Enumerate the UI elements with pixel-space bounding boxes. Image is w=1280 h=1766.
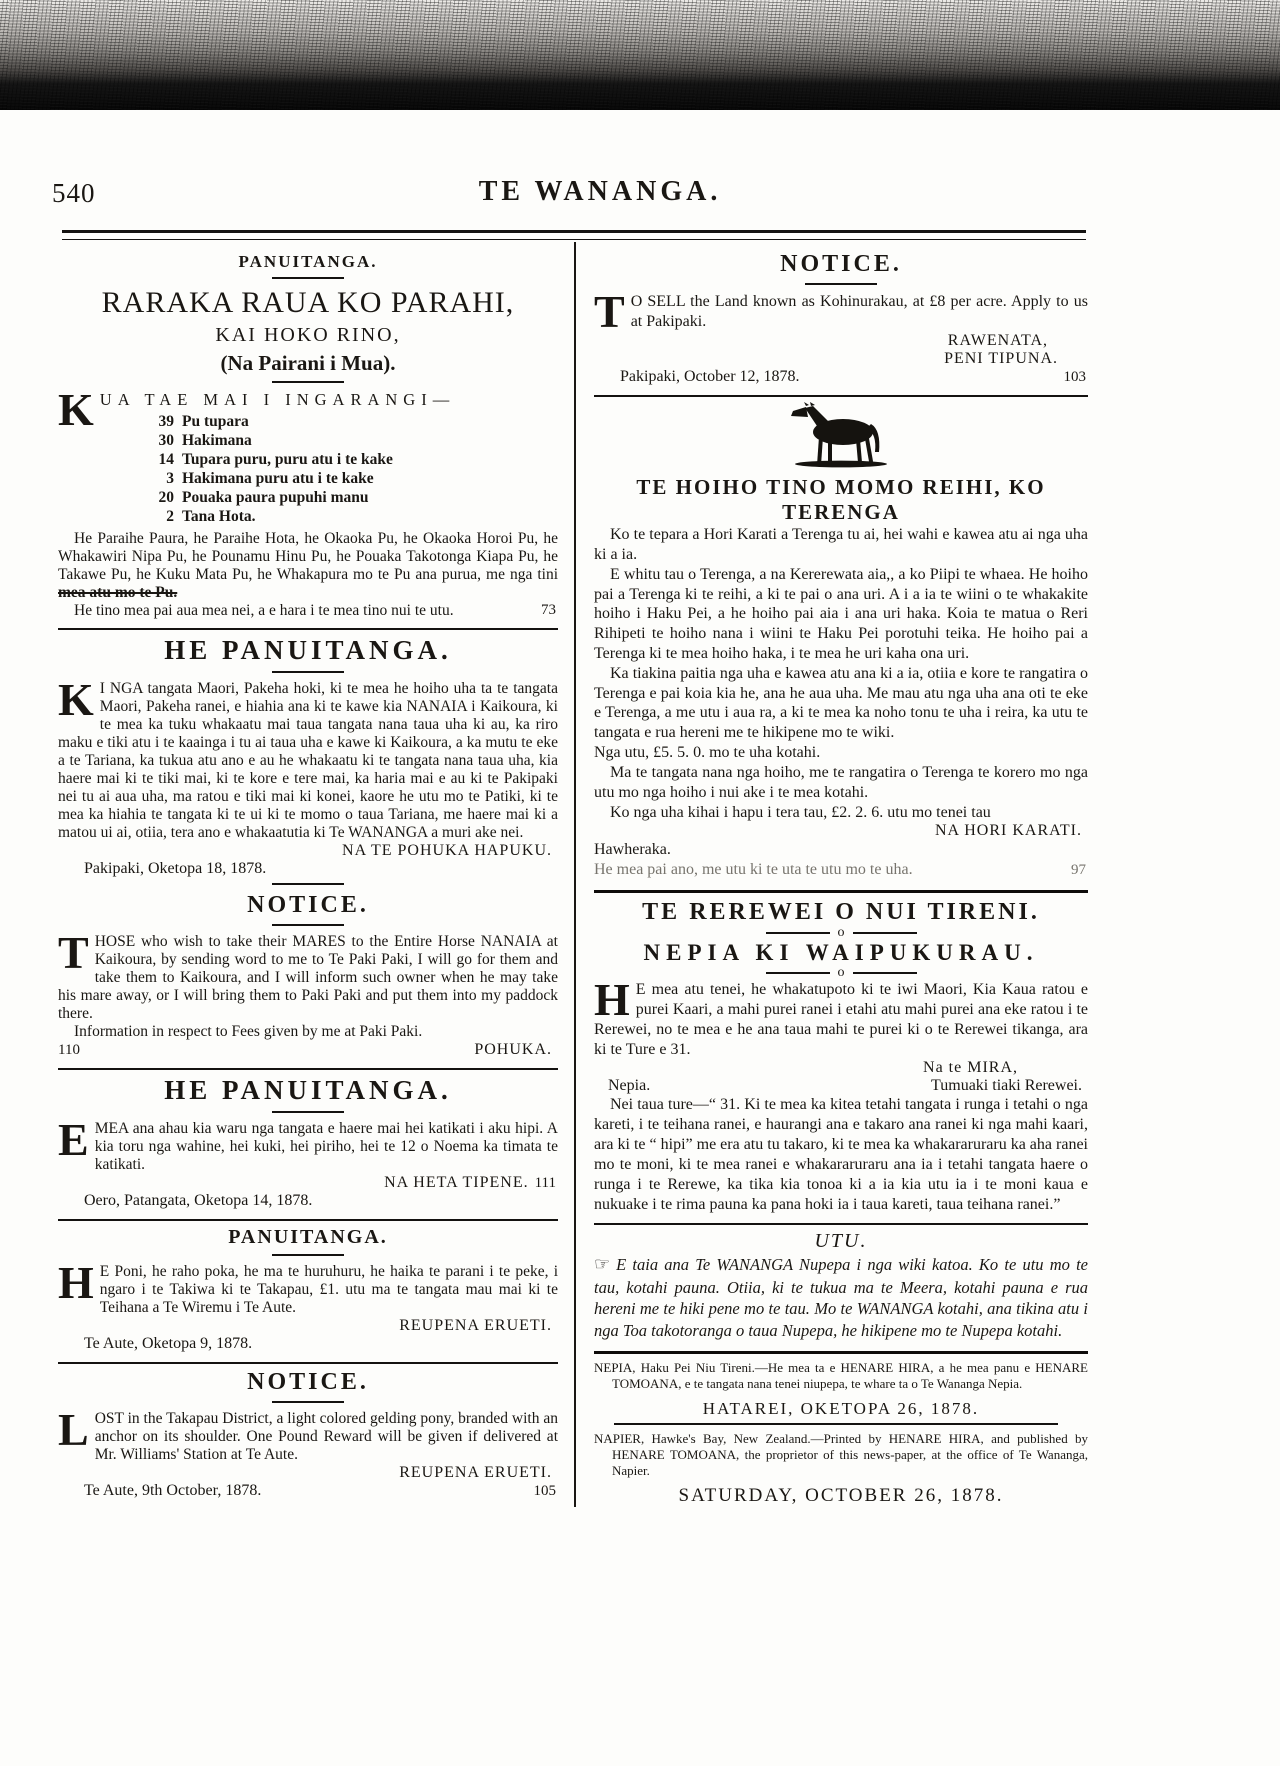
ad-heading: TE HOIHO TINO MOMO REIHI, KO TERENGA bbox=[636, 474, 1046, 524]
imprint-maori: NEPIA, Haku Pei Niu Tireni.—He mea ta e HENARE HIRA, a he mea panu e HENARE TOMOANA, e te tangata nana tenei niupepa, te whare ta o Te Wananga Nepia. bbox=[594, 1360, 1088, 1392]
list-item: 39 Pu tupara bbox=[158, 412, 249, 430]
railway-notice bbox=[594, 899, 1088, 1214]
ad-raraka bbox=[58, 252, 558, 619]
divider bbox=[272, 883, 344, 885]
drop-cap: T bbox=[58, 926, 89, 978]
ad-title: RARAKA RAUA KO PARAHI, bbox=[101, 286, 515, 319]
divider bbox=[272, 1401, 344, 1403]
divider bbox=[272, 924, 344, 926]
section-rule bbox=[594, 1351, 1088, 1354]
list-item: 14 Tupara puru, puru atu i te kake bbox=[158, 450, 393, 468]
dateline: Pakipaki, October 12, 1878. bbox=[620, 367, 800, 385]
dateline: Te Aute, Oketopa 9, 1878. bbox=[84, 1334, 253, 1352]
drop-cap: K bbox=[58, 384, 94, 435]
reference-number: 97 bbox=[1071, 862, 1086, 879]
section-heading: NOTICE. bbox=[780, 251, 902, 277]
dateline: Pakipaki, Oketopa 18, 1878. bbox=[84, 859, 267, 877]
opening-line: KUA TAE MAI I INGARANGI— bbox=[58, 384, 456, 435]
struck-text: mea atu mo te Pu. bbox=[58, 584, 178, 602]
reference-number: 105 bbox=[533, 1482, 556, 1499]
notice-lost-pony bbox=[58, 1369, 558, 1500]
ad-paragraph: Ko te tepara a Hori Karati a Terenga tu ai, hei wahi e kawea atu ai nga uha ki a ia. bbox=[594, 526, 1088, 563]
reference-signature-row bbox=[58, 1041, 558, 1059]
left-column bbox=[52, 242, 574, 1507]
ad-nanaia-maori bbox=[58, 635, 558, 878]
dateline: Oero, Patangata, Oketopa 14, 1878. bbox=[84, 1191, 313, 1209]
utu-paragraph: ☞ E taia ana Te WANANGA Nupepa i nga wiki katoa. Ko te utu mo te tau, kotahi pauna. Otiia, ki te tukua ma te Meera, kotahi pauna e rua hereni me te hiki pene mo te tau. Mo te WANANGA kotahi, ana tikina atu i nga Toa takotoranga o taua Nupepa, he hikipene mo te Nupepa kotahi. bbox=[594, 1254, 1088, 1340]
signature: Na te MIRA, bbox=[923, 1059, 1018, 1077]
ad-lost-pony-maori bbox=[58, 1226, 558, 1353]
ad-shearing bbox=[58, 1075, 558, 1210]
faint-row bbox=[594, 860, 1088, 880]
divider bbox=[272, 381, 344, 383]
fee-line: Nga utu, £5. 5. 0. mo te uha kotahi. bbox=[594, 744, 821, 762]
signature-row bbox=[58, 1174, 558, 1192]
signature: RAWENATA, bbox=[947, 331, 1048, 349]
section-rule bbox=[594, 1223, 1088, 1225]
ad-stallion-terenga bbox=[594, 402, 1088, 880]
fees-line: Information in respect to Fees given by me at Paki Paki. bbox=[74, 1022, 423, 1040]
list-item: 20 Pouaka paura pupuhi manu bbox=[158, 488, 369, 506]
dateline: Te Aute, 9th October, 1878. bbox=[84, 1481, 262, 1499]
masthead-title: TE WANANGA. bbox=[478, 176, 722, 207]
divider bbox=[805, 283, 877, 285]
horse-engraving bbox=[594, 402, 1088, 473]
reference-number: 103 bbox=[1063, 368, 1086, 385]
ad-paragraph: Ka tiakina paitia nga uha e kawea atu ana ki a ia, otiia e kore te rangatira o Terenga e pai koia kia he, ana he aua uha. Me mau atu nga uha ana oti te eke e Terenga, a me utu i aua ra, a ki te mea ka noho tonu te uha i reira, ka utu te tangata e rua hereni me te hikipene mo te wiki. bbox=[594, 664, 1088, 742]
section-heading: HE PANUITANGA. bbox=[164, 635, 452, 666]
railway-heading: TE REREWEI O NUI TIRENI. bbox=[642, 899, 1040, 926]
faint-line: He mea pai ano, me utu ki te uta te utu mo te uha. bbox=[594, 861, 913, 879]
divider bbox=[272, 277, 344, 279]
section-heading: PANUITANGA. bbox=[228, 1225, 388, 1248]
section-heading: HE PANUITANGA. bbox=[164, 1074, 452, 1105]
section-rule bbox=[58, 1219, 558, 1221]
signature: POHUKA. bbox=[474, 1040, 552, 1058]
ad-paragraph: Ma te tangata nana nga hoiho, me te rangatira o Terenga te korero mo nga utu mo nga hoiho i nui ake i te mea kotahi. bbox=[594, 763, 1088, 801]
drop-cap: H bbox=[594, 974, 630, 1026]
notice-land-sale bbox=[594, 251, 1088, 386]
reference-number: 110 bbox=[58, 1041, 80, 1058]
drop-cap: K bbox=[58, 674, 94, 726]
section-rule bbox=[58, 628, 558, 630]
ad-paragraph: He Paraihe Paura, he Paraihe Hota, he Okaoka Pu, he Okaoka Horoi Pu, he Whakawiri Nipa Pu, he Pounamu Hinu Pu, he Pouaka Takotonga Kiapa Pu, he Takawe Pu, he Kuku Mata Pu, he Whakapura mo te Pu ana purua, me nga tini mea atu mo te Pu. bbox=[58, 530, 558, 602]
list-item: 3 Hakimana puru atu i te kake bbox=[166, 469, 374, 487]
drop-cap: E bbox=[58, 1113, 89, 1165]
section-rule bbox=[58, 1068, 558, 1070]
ad-byline: (Na Pairani i Mua). bbox=[220, 351, 396, 375]
list-item: 30 Hakimana bbox=[158, 431, 252, 449]
section-rule bbox=[594, 890, 1088, 893]
subscription-rates bbox=[594, 1230, 1088, 1341]
railway-subheading: NEPIA KI WAIPUKURAU. bbox=[643, 940, 1039, 966]
utu-heading: UTU. bbox=[814, 1230, 868, 1253]
ad-paragraph: He tino mea pai aua mea nei, a e hara i te mea tino nui te utu. bbox=[74, 602, 454, 620]
imprint-block bbox=[594, 1360, 1088, 1507]
reference-number: 111 bbox=[534, 1174, 556, 1191]
signature: PENI TIPUNA. bbox=[944, 349, 1058, 367]
section-rule bbox=[58, 1362, 558, 1364]
notice-paragraph: T O SELL the Land known as Kohinurakau, at £8 per acre. Apply to us at Pakipaki. bbox=[594, 286, 1088, 337]
ad-paragraph: H E Poni, he raho poka, he ma te huruhuru, he haika te parani i te peke, i ngaro i te Takiwa ki te Takapau, £1. utu ma te tangata mau mai ki te Teihana a Te Wiremu i Te Aute. bbox=[58, 1256, 558, 1316]
signature-title: Tumuaki tiaki Rerewei. bbox=[931, 1077, 1082, 1095]
ad-paragraph: K I NGA tangata Maori, Pakeha hoki, ki te mea he hoiho uha ta te tangata Maori, Pakeha ranei, e hiahia ana ki te kawe kia NANAIA i Kaikoura, ki te mea ka tuku whakaatu mai taua tangata nana taua uha ki au, ka riro maku e tiki atu i te kaainga i tu ai taua uha e kawe ki Kaikoura, a ka mutu te eke a te Tariana, ka tukua atu ano e au he whakaatu ki te tangata nana taua uha, kia haere mai ki te tiki mai, ki te kore e tere mai, ka haria mai e au ki te Pakipaki nei tu ai aua uha, ma ratou e tiki mai ki konei, kaore he utu mo te Patiki, ki te mea ka hiahia te tangata ki te ui ki te momo o taua Tariana, me haere mai ki a matou ui ai, otiia, tera ano e whakaatutia ki Te WANANGA a muri ake nei. bbox=[58, 674, 558, 841]
signature-row bbox=[594, 1077, 1088, 1095]
section-rule bbox=[594, 395, 1088, 397]
signature-place: Nepia. bbox=[608, 1077, 651, 1095]
signature: REUPENA ERUETI. bbox=[399, 1463, 552, 1481]
notice-paragraph: THOSE who wish to take their MARES to the Entire Horse NANAIA at Kaikoura, by sending word to me to Te Paki Paki, I will go for them and take them to Kaikoura, and I will inform such owner when he may take his mare away, or I will bring them to Paki Paki and put them into my paddock there. bbox=[58, 926, 558, 1022]
law-paragraph: Nei taua ture—“ 31. Ki te mea ka kitea tetahi tangata i runga i tetahi o nga kareti, i te teihana ranei, e haurangi ana e takaro ana ranei ki nga mahi kaari, ara ki te “ hipi” me era atu tu takaro, ki te mea ka whakararuraru ka aha ranei mo te moni, ki te mea ranei e whakararuraru ana ia i tetahi tangata haere o runga i te Rerewe, ka tika kia tonoa ki a ia kia utu ia i te moni kaua e nukuake i te rima pauna ka pana hoki ia i taua kareti, taua teihana ranei.” bbox=[594, 1096, 1088, 1213]
drop-cap: H bbox=[58, 1256, 94, 1308]
goods-list bbox=[144, 413, 558, 526]
right-column bbox=[574, 242, 1092, 1507]
divider bbox=[272, 1254, 344, 1256]
ornament: o bbox=[594, 968, 1088, 978]
signature: REUPENA ERUETI. bbox=[399, 1316, 552, 1334]
ad-paragraph: Ko nga uha kihai i hapu i tera tau, £2. 2. 6. utu mo tenei tau bbox=[610, 803, 991, 821]
imprint-date-english: SATURDAY, OCTOBER 26, 1878. bbox=[678, 1485, 1004, 1507]
page-number: 540 bbox=[52, 178, 96, 208]
signature: NA TE POHUKA HAPUKU. bbox=[342, 841, 552, 859]
drop-cap: L bbox=[58, 1403, 89, 1455]
imprint-english: NAPIER, Hawke's Bay, New Zealand.—Printed by HENARE HIRA, and published by HENARE TOMOANA, the proprietor of this news-paper, at the office of Te Wananga, Napier. bbox=[594, 1430, 1088, 1479]
ornament: o bbox=[594, 928, 1088, 938]
pointing-hand-icon: ☞ bbox=[594, 1254, 611, 1275]
notice-mares bbox=[58, 892, 558, 1059]
ad-paragraph: EMEA ana ahau kia waru nga tangata e haere mai hei katikati i aku hipi. A kia toru nga wahine, hei kuki, hei piriho, hei te 12 o Noema ka timata te katikati. bbox=[58, 1113, 558, 1173]
list-item: 2 Tana Hota. bbox=[166, 507, 256, 525]
place-line: Hawheraka. bbox=[594, 841, 671, 859]
header-rule bbox=[62, 230, 1086, 240]
divider bbox=[272, 1111, 344, 1113]
section-heading: NOTICE. bbox=[247, 1368, 369, 1395]
page-header bbox=[0, 0, 1280, 220]
notice-paragraph: LOST in the Takapau District, a light colored gelding pony, branded with an anchor on its shoulder. One Pound Reward will be given if delivered at Mr. Williams' Station at Te Aute. bbox=[58, 1403, 558, 1463]
drop-cap: T bbox=[594, 286, 625, 337]
railway-paragraph: H E mea atu tenei, he whakatupoto ki te iwi Maori, Kia Kaua ratou e purei Kaari, a mahi purei ranei i etahi atu mahi purei ana eke ratou i te Rerewei, no te mea e he ana taua mahi te purei ki o te Rerewei tikanga, ara ki te Ture e 31. bbox=[594, 974, 1088, 1058]
imprint-date-maori: HATAREI, OKETOPA 26, 1878. bbox=[702, 1398, 980, 1418]
ad-paragraph: E whitu tau o Terenga, a na Kererewata aia,, a ko Piipi te whaea. He hoiho pai a Terenga ki te reihi, a ki te pai o ana uri. A i a ia te wiini o te whakakite hoiho i Haku Pei, a he hoiho pai aia i ana uri haka. Koia te matua o Reri Rihipeti te hoiho nana i wiini te Haku Pei porotuhi teika. He hoiho pai a Terenga ki te mea hoiho haka, i te mea he uri kaha ona uri. bbox=[594, 565, 1088, 662]
ad-subtitle: KAI HOKO RINO, bbox=[215, 324, 401, 346]
signature: NA HORI KARATI. bbox=[935, 822, 1082, 840]
signature: NA HETA TIPENE. bbox=[384, 1173, 529, 1191]
reference-number: 73 bbox=[541, 602, 556, 619]
divider bbox=[614, 1423, 1058, 1425]
horse-icon bbox=[775, 402, 907, 468]
dateline-row bbox=[58, 1482, 558, 1500]
kicker-panuitanga: PANUITANGA. bbox=[238, 252, 378, 271]
dateline-row bbox=[594, 368, 1088, 386]
divider bbox=[272, 671, 344, 673]
section-heading: NOTICE. bbox=[247, 891, 369, 918]
